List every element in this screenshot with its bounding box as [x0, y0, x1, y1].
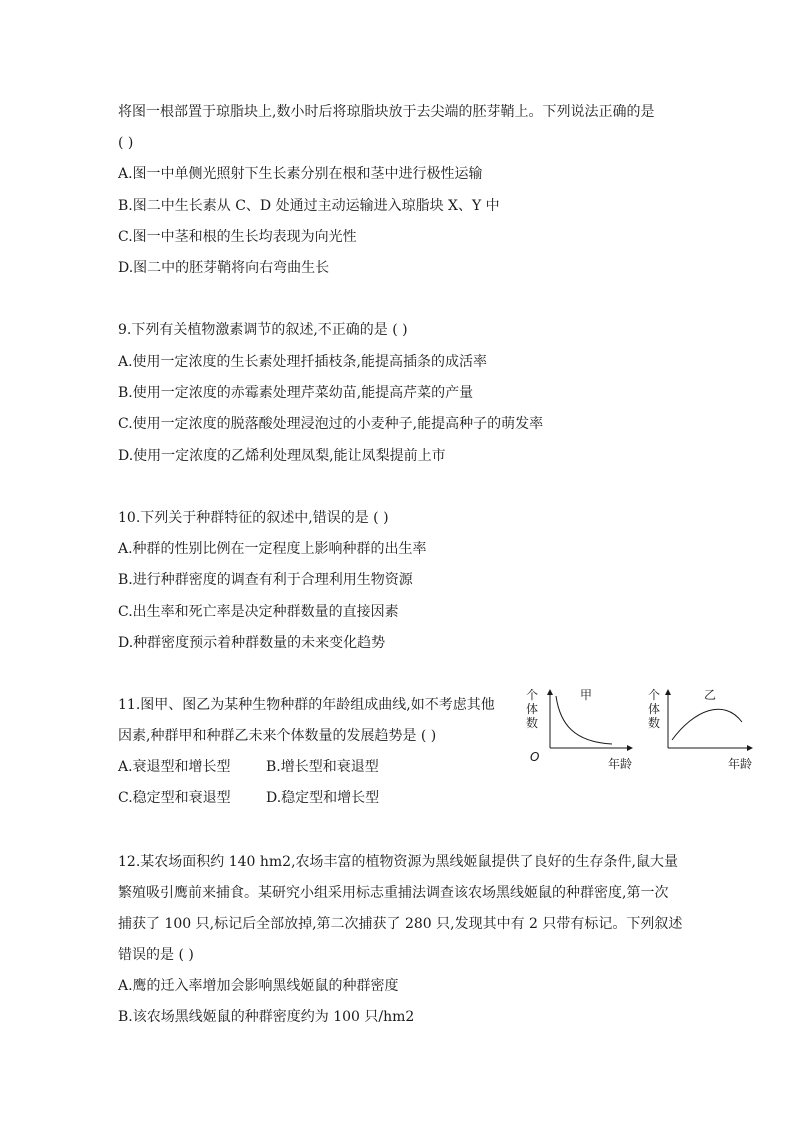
q9-option-b: B.使用一定浓度的赤霉素处理芹菜幼苗,能提高芹菜的产量 [118, 385, 474, 401]
y-axis-label-char-1: 个 [526, 688, 539, 702]
x-axis-label: 年龄 [728, 757, 753, 771]
q10-option-d: D.种群密度预示着种群数量的未来变化趋势 [118, 635, 386, 651]
q8-option-d: D.图二中的胚芽鞘将向右弯曲生长 [118, 260, 330, 276]
increasing-curve [672, 709, 742, 740]
q10-option-c: C.出生率和死亡率是决定种群数量的直接因素 [118, 604, 399, 620]
q11-option-b: B.增长型和衰退型 [266, 759, 379, 775]
chart-a-title: 甲 [580, 688, 593, 702]
q10-option-a: A.种群的性别比例在一定程度上影响种群的出生率 [118, 541, 427, 557]
q9-option-a: A.使用一定浓度的生长素处理扦插枝条,能提高插条的成活率 [118, 354, 488, 370]
origin-label: O [530, 750, 540, 764]
q12-stem-line1: 12.某农场面积约 140 hm2,农场丰富的植物资源为黑线姬鼠提供了良好的生存条件,鼠大量 [118, 854, 678, 870]
age-structure-chart-a [522, 684, 646, 772]
q9-stem: 9.下列有关植物激素调节的叙述,不正确的是 ( ) [118, 322, 408, 338]
y-axis-label-char-1: 个 [648, 688, 661, 702]
q12-stem-line3: 捕获了 100 只,标记后全部放掉,第二次捕获了 280 只,发现其中有 2 只带有标记。下列叙述 [118, 916, 683, 932]
x-axis-label: 年龄 [608, 757, 633, 771]
q10-stem: 10.下列关于种群特征的叙述中,错误的是 ( ) [118, 510, 389, 526]
chart-b-title: 乙 [704, 688, 717, 702]
q11-option-c: C.稳定型和衰退型 [118, 790, 231, 806]
q11-stem-line2: 因素,种群甲和种群乙未来个体数量的发展趋势是 ( ) [118, 728, 437, 744]
age-structure-chart-b [644, 684, 764, 772]
q12-stem-line2: 繁殖吸引鹰前来捕食。某研究小组采用标志重捕法调查该农场黑线姬鼠的种群密度,第一次 [118, 885, 669, 901]
q8-answer-blank: ( ) [118, 135, 134, 151]
y-axis-label-char-3: 数 [648, 716, 661, 730]
y-axis-label-char-3: 数 [526, 716, 539, 730]
q10-option-b: B.进行种群密度的调查有利于合理利用生物资源 [118, 572, 413, 588]
q8-option-a: A.图一中单侧光照射下生长素分别在根和茎中进行极性运输 [118, 166, 483, 182]
y-axis-label-char-2: 体 [648, 702, 661, 716]
q11-stem-line1: 11.图甲、图乙为某种生物种群的年龄组成曲线,如不考虑其他 [118, 697, 495, 713]
q9-option-d: D.使用一定浓度的乙烯利处理凤梨,能让凤梨提前上市 [118, 448, 446, 464]
y-axis-label-char-2: 体 [526, 702, 539, 716]
q8-stem: 将图一根部置于琼脂块上,数小时后将琼脂块放于去尖端的胚芽鞘上。下列说法正确的是 [118, 104, 655, 120]
q11-option-d: D.稳定型和增长型 [266, 790, 380, 806]
q12-stem-line4: 错误的是 ( ) [118, 947, 194, 963]
q11-option-a: A.衰退型和增长型 [118, 759, 231, 775]
declining-curve [556, 696, 612, 744]
q12-option-b: B.该农场黑线姬鼠的种群密度约为 100 只/hm2 [118, 1009, 415, 1025]
q8-option-c: C.图一中茎和根的生长均表现为向光性 [118, 229, 357, 245]
q8-option-b: B.图二中生长素从 C、D 处通过主动运输进入琼脂块 X、Y 中 [118, 198, 500, 214]
q9-option-c: C.使用一定浓度的脱落酸处理浸泡过的小麦种子,能提高种子的萌发率 [118, 416, 544, 432]
q12-option-a: A.鹰的迁入率增加会影响黑线姬鼠的种群密度 [118, 978, 399, 994]
